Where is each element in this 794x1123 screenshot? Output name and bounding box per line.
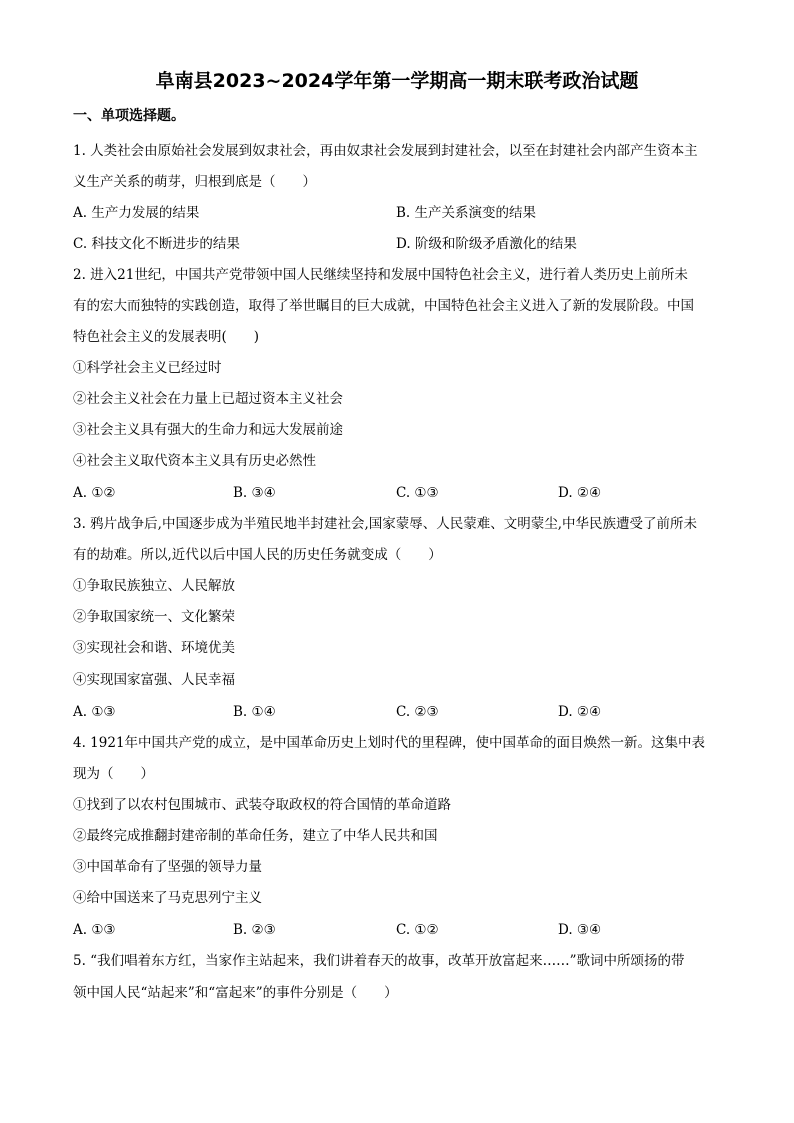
option-b: B. ②③ [233,922,276,938]
statement: ④给中国送来了马克思列宁主义 [73,890,262,906]
option-b: B. ③④ [233,485,276,501]
statement: ③社会主义具有强大的生命力和远大发展前途 [73,422,343,438]
question-text: 义生产关系的萌芽，归根到底是（ ） [73,174,316,190]
option-c: C. ①③ [396,485,439,501]
question-text: 现为（ ） [73,766,154,782]
question-text: 1. 人类社会由原始社会发展到奴隶社会，再由奴隶社会发展到封建社会，以至在封建社会内部产生资本主 [73,143,698,159]
statement: ②社会主义社会在力量上已超过资本主义社会 [73,391,343,407]
question-text: 2. 进入21世纪，中国共产党带领中国人民继续坚持和发展中国特色社会主义，进行着人类历史上前所未 [73,267,688,283]
option-d: D. ②④ [558,704,602,720]
statement: ③实现社会和谐、环境优美 [73,640,235,656]
question-text: 领中国人民“站起来”和“富起来”的事件分别是（ ） [73,985,398,1001]
statement: ①争取民族独立、人民解放 [73,578,235,594]
option-d: D. ②④ [558,485,602,501]
question-text: 3. 鸦片战争后,中国逐步成为半殖民地半封建社会,国家蒙辱、人民蒙难、文明蒙尘,中华民族遭受了前所未 [73,516,698,532]
question-text: 4. 1921年中国共产党的成立，是中国革命历史上划时代的里程碑，使中国革命的面目焕然一新。这集中表 [73,735,706,751]
question-text: 特色社会主义的发展表明( ) [73,329,260,345]
statement: ③中国革命有了坚强的领导力量 [73,859,262,875]
option-b: B. 生产关系演变的结果 [396,205,537,221]
option-a: A. ①② [73,485,116,501]
statement: ②最终完成推翻封建帝制的革命任务，建立了中华人民共和国 [73,828,438,844]
statement: ②争取国家统一、文化繁荣 [73,609,235,625]
option-b: B. ①④ [233,704,276,720]
statement: ④社会主义取代资本主义具有历史必然性 [73,453,316,469]
option-d: D. 阶级和阶级矛盾激化的结果 [396,236,577,252]
question-text: 有的宏大而独特的实践创造，取得了举世瞩目的巨大成就，中国特色社会主义进入了新的发展阶段。中国 [73,298,694,314]
section-heading: 一、单项选择题。 [73,108,185,124]
option-a: A. ①③ [73,704,116,720]
option-c: C. ①② [396,922,439,938]
option-a: A. ①③ [73,922,116,938]
option-c: C. 科技文化不断进步的结果 [73,236,240,252]
statement: ①找到了以农村包围城市、武装夺取政权的符合国情的革命道路 [73,797,451,813]
question-text: 5. “我们唱着东方红，当家作主站起来，我们讲着春天的故事，改革开放富起来……”歌词中所颂扬的带 [73,953,685,969]
option-a: A. 生产力发展的结果 [73,205,200,221]
statement: ④实现国家富强、人民幸福 [73,672,235,688]
exam-title: 阜南县2023~2024学年第一学期高一期末联考政治试题 [155,70,639,92]
option-d: D. ③④ [558,922,602,938]
option-c: C. ②③ [396,704,439,720]
statement: ①科学社会主义已经过时 [73,360,222,376]
question-text: 有的劫难。所以,近代以后中国人民的历史任务就变成（ ） [73,547,442,563]
